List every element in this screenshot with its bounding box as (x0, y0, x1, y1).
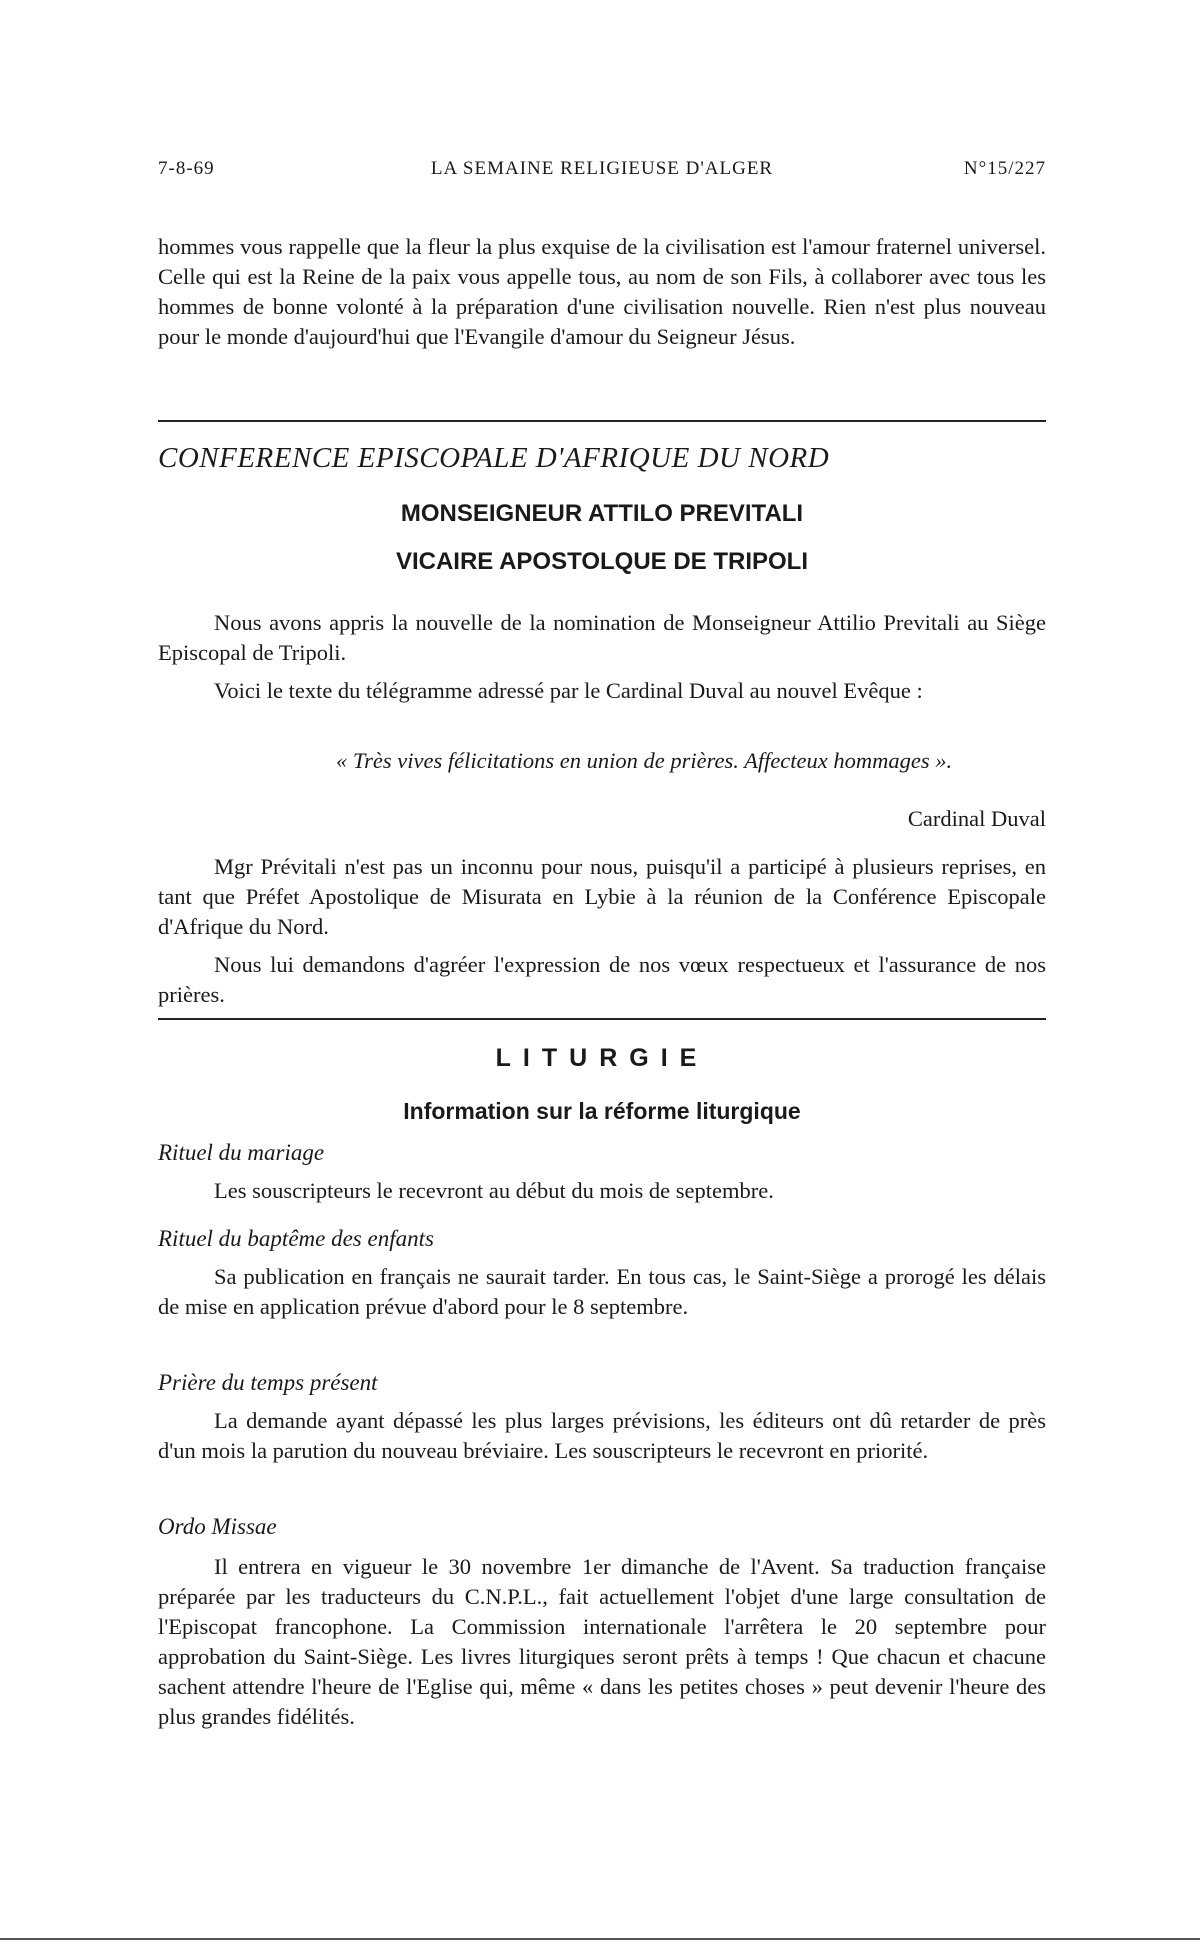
item-heading: Prière du temps présent (158, 1370, 378, 1395)
item-text (158, 1406, 1046, 1466)
intro-text: hommes vous rappelle que la fleur la plus exquise de la civilisation est l'amour fraternel universel. Celle qui est la Reine de la paix vous appelle tous, au nom de son Fils, à collaborer avec tous les hommes de bonne volonté à la préparation d'une civilisation nouvelle. Rien n'est plus nouveau pour le monde d'aujourd'hui que l'Evangile d'amour du Seigneur Jésus. (158, 234, 1046, 349)
conference-para-4 (158, 950, 1046, 1010)
item-heading: Rituel du mariage (158, 1140, 325, 1165)
item-heading: Rituel du baptême des enfants (158, 1226, 434, 1251)
item-text (158, 1176, 1046, 1206)
paragraph: La demande ayant dépassé les plus larges prévisions, les éditeurs ont dû retarder de près d'un mois la parution du nouveau bréviaire. Les souscripteurs le recevront en priorité. (158, 1408, 1046, 1463)
header-title: LA SEMAINE RELIGIEUSE D'ALGER (430, 158, 774, 179)
header-date: 7-8-69 (158, 158, 215, 179)
heading-title: VICAIRE APOSTOLQUE DE TRIPOLI (395, 548, 809, 575)
liturgie-subtitle: Information sur la réforme liturgique (403, 1098, 801, 1124)
paragraph: Sa publication en français ne saurait tarder. En tous cas, le Saint-Siège a prorogé les délais de mise en application prévue d'abord pour le 8 septembre. (158, 1264, 1046, 1319)
divider (158, 1018, 1046, 1020)
paragraph: Nous lui demandons d'agréer l'expression de nos vœux respectueux et l'assurance de nos prières. (158, 952, 1046, 1007)
page-bottom-edge (0, 1938, 1200, 1940)
conference-para-2 (158, 676, 1046, 706)
heading-name: MONSEIGNEUR ATTILO PREVITALI (400, 500, 804, 527)
intro-paragraph (158, 232, 1046, 352)
conference-para-1 (158, 608, 1046, 668)
paragraph: Nous avons appris la nouvelle de la nomination de Monseigneur Attilio Previtali au Siège Episcopal de Tripoli. (158, 610, 1046, 665)
paragraph: Voici le texte du télégramme adressé par le Cardinal Duval au nouvel Evêque : (214, 678, 923, 703)
liturgie-title: LITURGIE (495, 1044, 709, 1072)
paragraph: Il entrera en vigueur le 30 novembre 1er dimanche de l'Avent. Sa traduction française préparée par les traducteurs du C.N.P.L., fait actuellement l'objet d'une large consultation de l'Episcopat francophone. La Commission internationale l'arrêtera le 20 septembre pour approbation du Saint-Siège. Les livres liturgiques seront prêts à temps ! Que chacun et chacune sachent attendre l'heure de l'Eglise qui, même « dans les petites choses » peut devenir l'heure des plus grandes fidélités. (158, 1554, 1046, 1729)
item-text (158, 1552, 1046, 1732)
item-heading: Ordo Missae (158, 1514, 277, 1539)
divider (158, 420, 1046, 422)
telegram-quote: « Très vives félicitations en union de prières. Affecteux hommages ». (336, 748, 953, 773)
conference-para-3 (158, 852, 1046, 942)
paragraph: Mgr Prévitali n'est pas un inconnu pour nous, puisqu'il a participé à plusieurs reprises, en tant que Préfet Apostolique de Misurata en Lybie à la réunion de la Conférence Episcopale d'Afrique du Nord. (158, 854, 1046, 939)
paragraph: Les souscripteurs le recevront au début du mois de septembre. (214, 1178, 774, 1203)
section-title: CONFERENCE EPISCOPALE D'AFRIQUE DU NORD (158, 442, 830, 474)
header-number: N°15/227 (963, 158, 1046, 179)
item-text (158, 1262, 1046, 1322)
signature: Cardinal Duval (907, 806, 1046, 831)
